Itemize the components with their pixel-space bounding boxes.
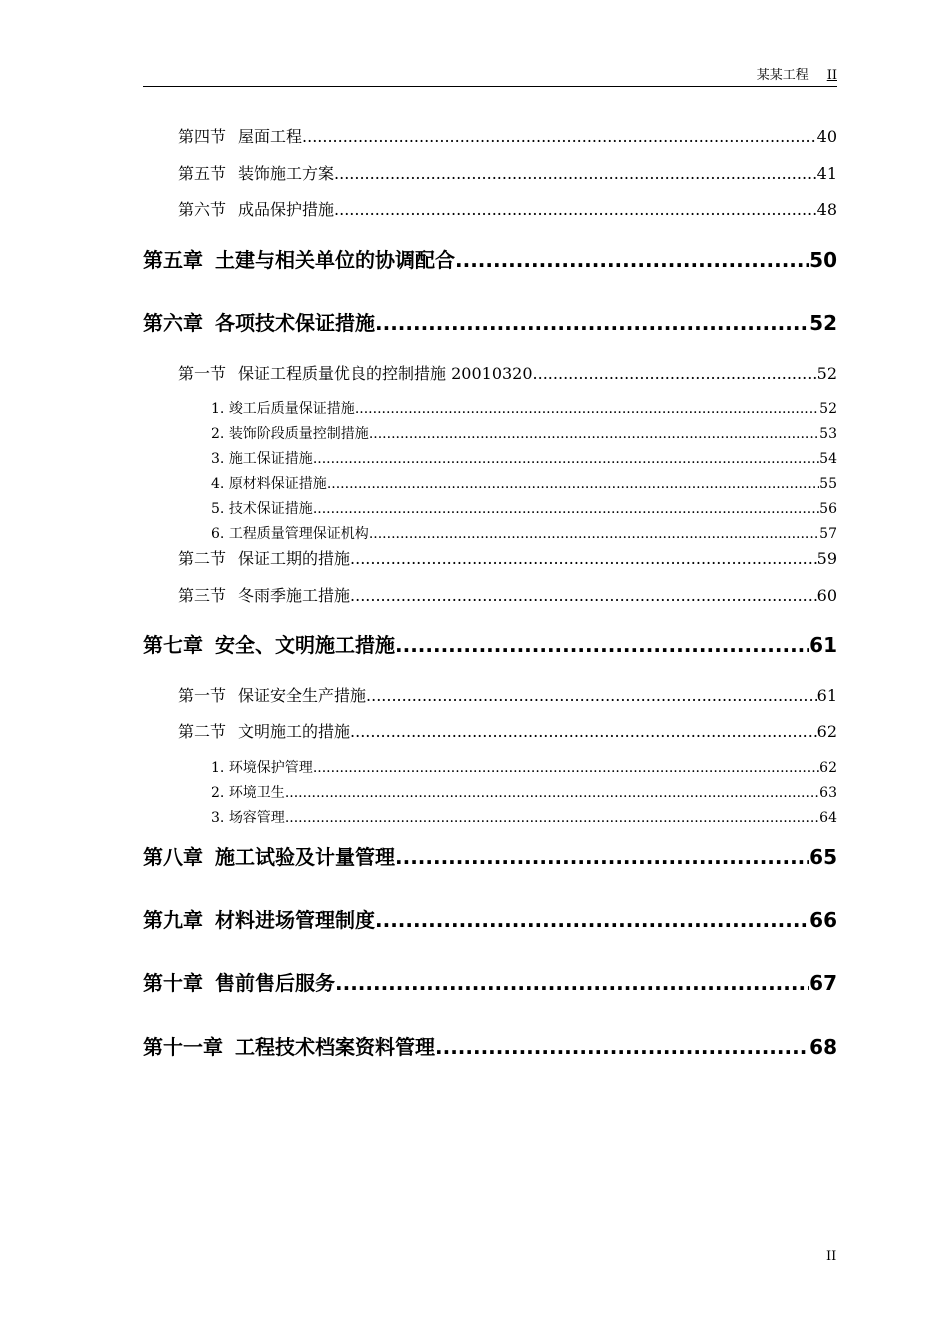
leader-dots: [395, 843, 809, 871]
toc-entry-title: [143, 843, 395, 871]
toc-entry-number: 第六节: [178, 200, 227, 219]
header-project: 某某工程: [756, 68, 809, 83]
toc-section[interactable]: [178, 126, 837, 148]
toc-chapter[interactable]: [143, 843, 837, 871]
toc-entry-title: [178, 548, 350, 570]
toc-page-number: 65: [809, 845, 837, 869]
toc-entry-number: 第一节: [178, 686, 227, 705]
toc-entry-number: 6.: [211, 526, 225, 542]
toc-chapter[interactable]: [143, 309, 837, 337]
toc-entry-number: 4.: [211, 476, 225, 492]
toc-section[interactable]: [178, 548, 837, 570]
toc-entry-text: 保证安全生产措施: [238, 686, 367, 705]
leader-dots: [335, 969, 809, 997]
toc-entry-number: 第八章: [143, 845, 203, 869]
toc-entry-number: 3.: [211, 451, 225, 467]
toc-entry-title: [211, 784, 285, 803]
toc-page-number: 52: [809, 311, 837, 335]
toc-section[interactable]: [178, 585, 837, 607]
toc-item[interactable]: [211, 525, 837, 544]
toc-entry-number: 第十一章: [143, 1035, 223, 1059]
toc-entry-title: [178, 363, 533, 385]
toc-entry-title: [143, 906, 375, 934]
toc-page-number: 68: [809, 1035, 837, 1059]
toc-page-number: 63: [819, 785, 837, 801]
toc-entry-text: 售前售后服务: [215, 971, 335, 995]
toc-entry-number: 第十章: [143, 971, 203, 995]
toc-page-number: 52: [819, 401, 837, 417]
toc-page-number: 52: [816, 364, 837, 383]
toc-page-number: 64: [819, 810, 837, 826]
toc-entry-text: 各项技术保证措施: [215, 311, 375, 335]
toc-entry-number: 第三节: [178, 586, 227, 605]
toc-entry-title: [178, 199, 334, 221]
toc-page-number: 53: [819, 426, 837, 442]
toc-entry-title: [211, 500, 313, 519]
toc-entry-number: 3.: [211, 810, 225, 826]
leader-dots: [369, 525, 819, 544]
toc-page-number: 61: [816, 686, 837, 705]
leader-dots: [350, 585, 817, 607]
toc-entry-title: [211, 809, 285, 828]
toc-page-number: 62: [819, 760, 837, 776]
toc-entry-number: 2.: [211, 426, 225, 442]
toc-entry-number: 1.: [211, 401, 225, 417]
toc-entry-text: 土建与相关单位的协调配合: [215, 248, 455, 272]
toc-item[interactable]: [211, 759, 837, 778]
toc-section[interactable]: [178, 721, 837, 743]
toc-entry-number: 第六章: [143, 311, 203, 335]
toc-entry-title: [211, 759, 313, 778]
leader-dots: [313, 450, 819, 469]
toc-entry-title: [178, 585, 350, 607]
toc-page-number: 67: [809, 971, 837, 995]
toc-page-number: 61: [809, 633, 837, 657]
toc-entry-title: [211, 525, 369, 544]
leader-dots: [334, 163, 817, 185]
leader-dots: [302, 126, 817, 148]
toc-item[interactable]: [211, 450, 837, 469]
toc-page-number: 57: [819, 526, 837, 542]
toc-entry-text: 冬雨季施工措施: [238, 586, 351, 605]
toc-entry-text: 竣工后质量保证措施: [228, 401, 355, 417]
toc-item[interactable]: [211, 500, 837, 519]
toc-entry-text: 保证工程质量优良的控制措施 20010320: [238, 364, 533, 383]
toc-page-number: 66: [809, 908, 837, 932]
leader-dots: [366, 685, 817, 707]
toc-entry-title: [211, 450, 313, 469]
toc-entry-text: 屋面工程: [238, 127, 303, 146]
toc-item[interactable]: [211, 784, 837, 803]
toc-section[interactable]: [178, 199, 837, 221]
toc-page-number: 62: [816, 722, 837, 741]
toc-entry-text: 环境卫生: [228, 785, 285, 801]
toc-section[interactable]: [178, 363, 837, 385]
toc-entry-text: 技术保证措施: [228, 501, 313, 517]
leader-dots: [334, 199, 817, 221]
toc-entry-text: 施工试验及计量管理: [215, 845, 395, 869]
toc-entry-number: 2.: [211, 785, 225, 801]
leader-dots: [285, 784, 819, 803]
toc-section[interactable]: [178, 685, 837, 707]
toc-entry-number: 第二节: [178, 549, 227, 568]
toc-entry-number: 5.: [211, 501, 225, 517]
toc-entry-text: 材料进场管理制度: [215, 908, 375, 932]
toc-entry-text: 保证工期的措施: [238, 549, 351, 568]
toc-entry-title: [143, 246, 455, 274]
toc-entry-title: [143, 631, 395, 659]
toc-chapter[interactable]: [143, 1033, 837, 1061]
toc-chapter[interactable]: [143, 631, 837, 659]
toc-entry-number: 1.: [211, 760, 225, 776]
toc-entry-number: 第七章: [143, 633, 203, 657]
leader-dots: [313, 759, 819, 778]
toc-entry-title: [211, 425, 369, 444]
header-page-number: II: [826, 68, 837, 83]
leader-dots: [313, 500, 819, 519]
toc-page-number: 56: [819, 501, 837, 517]
leader-dots: [533, 363, 817, 385]
toc-entry-text: 成品保护措施: [238, 200, 335, 219]
toc-entry-number: 第一节: [178, 364, 227, 383]
toc-entry-text: 文明施工的措施: [238, 722, 351, 741]
toc-item[interactable]: [211, 809, 837, 828]
toc-entry-number: 第五节: [178, 164, 227, 183]
footer-page-number: II: [826, 1249, 837, 1264]
leader-dots: [369, 425, 819, 444]
leader-dots: [375, 906, 809, 934]
toc-entry-text: 工程技术档案资料管理: [235, 1035, 435, 1059]
toc-page-number: 41: [816, 164, 837, 183]
leader-dots: [355, 400, 819, 419]
leader-dots: [435, 1033, 809, 1061]
toc-entry-number: 第四节: [178, 127, 227, 146]
toc-entry-text: 场容管理: [228, 810, 285, 826]
toc-page-number: 50: [809, 248, 837, 272]
leader-dots: [350, 548, 817, 570]
toc-entry-text: 原材料保证措施: [228, 476, 327, 492]
toc-entry-text: 安全、文明施工措施: [215, 633, 395, 657]
toc-item[interactable]: [211, 425, 837, 444]
leader-dots: [285, 809, 819, 828]
toc-entry-number: 第九章: [143, 908, 203, 932]
toc-entry-title: [178, 685, 366, 707]
toc-entry-title: [143, 969, 335, 997]
toc-chapter[interactable]: [143, 246, 837, 274]
toc-page-number: 54: [819, 451, 837, 467]
toc-page-number: 59: [816, 549, 837, 568]
toc-entry-title: [178, 126, 302, 148]
leader-dots: [375, 309, 809, 337]
leader-dots: [455, 246, 809, 274]
toc-page-number: 40: [816, 127, 837, 146]
toc-entry-title: [178, 721, 350, 743]
toc-entry-number: 第二节: [178, 722, 227, 741]
page-header: [143, 66, 837, 87]
toc-entry-title: [211, 400, 355, 419]
header-text: [757, 67, 837, 85]
leader-dots: [395, 631, 809, 659]
toc-entry-title: [143, 309, 375, 337]
toc-item[interactable]: [211, 475, 837, 494]
toc-entry-title: [211, 475, 327, 494]
toc-item[interactable]: [211, 400, 837, 419]
toc-entry-text: 环境保护管理: [228, 760, 313, 776]
toc-chapter[interactable]: [143, 906, 837, 934]
leader-dots: [350, 721, 817, 743]
toc-section[interactable]: [178, 163, 837, 185]
leader-dots: [327, 475, 819, 494]
toc-chapter[interactable]: [143, 969, 837, 997]
toc-entry-title: [178, 163, 334, 185]
toc-entry-text: 工程质量管理保证机构: [228, 526, 369, 542]
toc-entry-number: 第五章: [143, 248, 203, 272]
toc-page-number: 60: [816, 586, 837, 605]
toc-entry-title: [143, 1033, 435, 1061]
toc-entry-text: 装饰施工方案: [238, 164, 335, 183]
toc-page-number: 48: [816, 200, 837, 219]
toc-entry-text: 施工保证措施: [228, 451, 313, 467]
toc-page-number: 55: [819, 476, 837, 492]
toc-entry-text: 装饰阶段质量控制措施: [228, 426, 369, 442]
